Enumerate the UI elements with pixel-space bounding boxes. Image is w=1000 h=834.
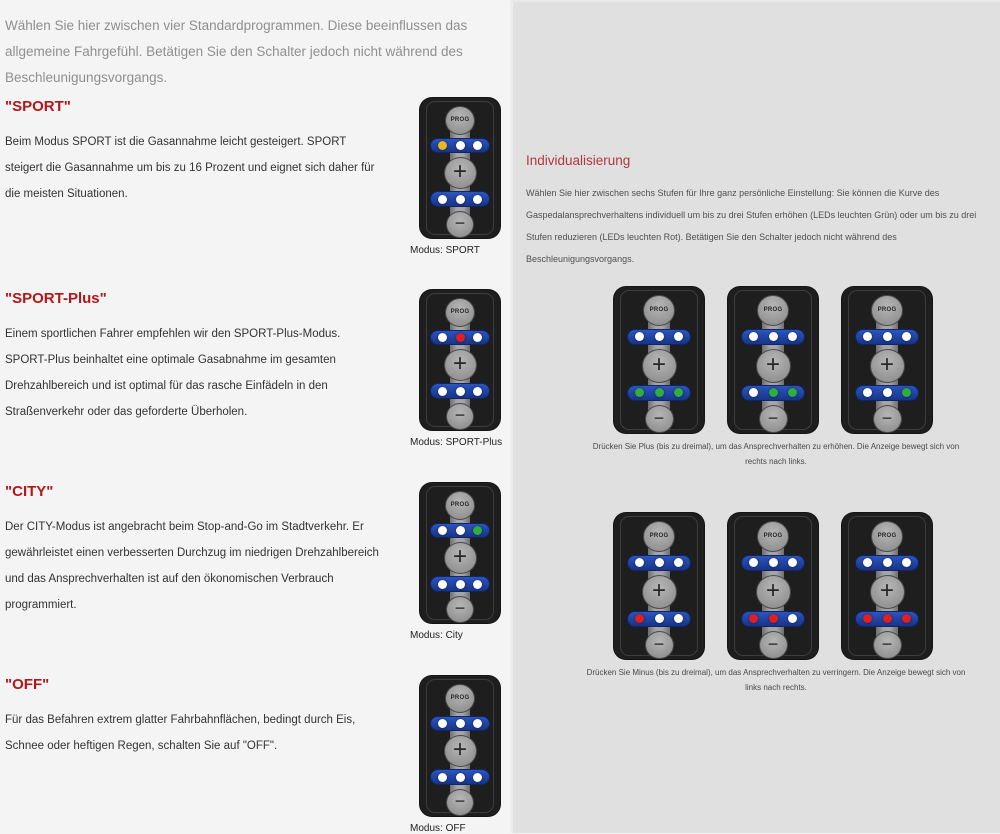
plus-button: + (444, 542, 477, 574)
top-led-bar (855, 329, 919, 345)
minus-button: − (446, 596, 474, 623)
off-mode-caption: Modus: OFF (410, 823, 466, 834)
off-description: Für das Befahren extrem glatter Fahrbahnflächen, bedingt durch Eis, Schnee oder heftigen Regen, schalten Sie auf "OFF". (5, 714, 356, 752)
sport-plus-figure (410, 290, 510, 483)
minus-button: − (759, 631, 788, 659)
plus-step-devices (614, 287, 932, 433)
bottom-led-bar (855, 385, 919, 401)
top-led-bar (430, 330, 490, 345)
plus-steps-caption: Drücken Sie Plus (bis zu dreimal), um das Ansprechverhalten zu erhöhen. Die Anzeige bewegt sich von rechts nach links. (592, 442, 960, 466)
pedalbox-device-sport-plus (420, 290, 500, 430)
led-white (769, 332, 778, 341)
led-white (635, 332, 644, 341)
pedalbox-device-city (420, 483, 500, 623)
city-heading: "CITY" (5, 483, 54, 500)
led-white (749, 388, 758, 397)
led-white (863, 388, 872, 397)
led-white (473, 580, 482, 589)
led-white (883, 332, 892, 341)
led-white (438, 773, 447, 782)
led-white (438, 387, 447, 396)
led-red (902, 614, 911, 623)
pedalbox-device-plus-2 (728, 287, 818, 433)
prog-button: PROG (871, 295, 903, 326)
minus-button: − (446, 403, 474, 430)
plus-button: + (444, 157, 477, 189)
led-white (769, 558, 778, 567)
section-off-text (0, 676, 410, 834)
led-white (438, 580, 447, 589)
led-white (655, 614, 664, 623)
led-red (863, 614, 872, 623)
led-white (438, 195, 447, 204)
prog-button: PROG (643, 521, 675, 552)
led-white (473, 773, 482, 782)
led-green (674, 388, 683, 397)
individualization-heading: Individualisierung (526, 153, 631, 168)
top-led-bar (430, 716, 490, 731)
minus-button: − (645, 405, 674, 433)
section-sport (0, 98, 510, 290)
bottom-led-bar (741, 611, 805, 627)
led-white (635, 558, 644, 567)
led-white (456, 526, 465, 535)
led-yellow (438, 141, 447, 150)
plus-steps-row (526, 287, 992, 469)
prog-button: PROG (445, 106, 475, 135)
minus-button: − (759, 405, 788, 433)
led-white (749, 332, 758, 341)
led-red (769, 614, 778, 623)
led-white (456, 387, 465, 396)
bottom-led-bar (627, 611, 691, 627)
led-green (769, 388, 778, 397)
prog-button: PROG (445, 684, 475, 713)
minus-button: − (446, 211, 474, 238)
individualization-description: Wählen Sie hier zwischen sechs Stufen für Ihre ganz persönliche Einstellung: Sie können die Kurve des Gaspedalansprechverhaltens individuell um bis zu drei Stufen erhöhen (LEDs leuchten Grün) oder um bis zu drei Stufen reduzieren (LEDs leuchten Rot). Betätigen Sie den Schalter jedoch nicht während des Beschleunigungsvorgangs. (526, 188, 977, 264)
led-white (902, 558, 911, 567)
pedalbox-device-off (420, 676, 500, 816)
minus-button: − (873, 631, 902, 659)
prog-button: PROG (757, 521, 789, 552)
led-white (788, 332, 797, 341)
plus-button: + (870, 349, 905, 383)
sport-plus-mode-caption: Modus: SPORT-Plus (410, 437, 503, 448)
top-led-bar (741, 555, 805, 571)
top-led-bar (741, 329, 805, 345)
minus-step-devices (614, 513, 932, 659)
section-sport-text (0, 98, 410, 290)
led-red (635, 614, 644, 623)
sport-figure (410, 98, 510, 290)
plus-button: + (444, 735, 477, 767)
minus-button: − (645, 631, 674, 659)
bottom-led-bar (430, 383, 490, 398)
led-white (883, 388, 892, 397)
sport-plus-heading: "SPORT-Plus" (5, 290, 107, 307)
led-white (456, 141, 465, 150)
off-heading: "OFF" (5, 676, 50, 693)
led-white (902, 332, 911, 341)
section-sport-plus-text (0, 290, 410, 483)
city-mode-caption: Modus: City (410, 630, 463, 641)
bottom-led-bar (627, 385, 691, 401)
pedalbox-device-plus-1 (842, 287, 932, 433)
top-led-bar (627, 555, 691, 571)
led-white (655, 332, 664, 341)
led-white (473, 141, 482, 150)
led-white (473, 719, 482, 728)
pedalbox-device-plus-3 (614, 287, 704, 433)
minus-button: − (873, 405, 902, 433)
led-white (473, 387, 482, 396)
led-green (902, 388, 911, 397)
led-white (674, 332, 683, 341)
led-white (438, 526, 447, 535)
led-red (883, 614, 892, 623)
individualization-panel (510, 0, 1000, 833)
pedalbox-device-sport (420, 98, 500, 238)
led-green (635, 388, 644, 397)
minus-steps-caption: Drücken Sie Minus (bis zu dreimal), um das Ansprechverhalten zu verringern. Die Anzeige bewegt sich von links nach rechts. (586, 668, 966, 692)
led-white (655, 558, 664, 567)
led-white (674, 614, 683, 623)
prog-button: PROG (643, 295, 675, 326)
off-figure (410, 676, 510, 834)
plus-button: + (642, 349, 677, 383)
sport-plus-description: Einem sportlichen Fahrer empfehlen wir den SPORT-Plus-Modus. SPORT-Plus beinhaltet eine optimale Gasabnahme im gesamten Drehzahlbereich und ist optimal für das rasche Einfädeln in den Straßenverkehr oder das geforderte Überholen. (5, 328, 341, 418)
section-city (0, 483, 510, 676)
top-led-bar (627, 329, 691, 345)
prog-button: PROG (445, 298, 475, 327)
led-white (456, 719, 465, 728)
bottom-led-bar (430, 769, 490, 784)
top-led-bar (430, 523, 490, 538)
plus-button: + (870, 575, 905, 609)
plus-button: + (756, 349, 791, 383)
led-white (863, 332, 872, 341)
bottom-led-bar (430, 576, 490, 591)
prog-button: PROG (871, 521, 903, 552)
section-off (0, 676, 510, 834)
plus-button: + (642, 575, 677, 609)
minus-button: − (446, 789, 474, 816)
led-white (456, 773, 465, 782)
pedalbox-device-minus-3 (842, 513, 932, 659)
led-white (438, 333, 447, 342)
led-white (863, 558, 872, 567)
led-white (788, 614, 797, 623)
prog-button: PROG (757, 295, 789, 326)
led-white (674, 558, 683, 567)
minus-steps-row (526, 513, 992, 695)
prog-button: PROG (445, 491, 475, 520)
led-green (788, 388, 797, 397)
led-red (456, 333, 465, 342)
led-white (438, 719, 447, 728)
led-white (883, 558, 892, 567)
led-white (473, 333, 482, 342)
pedalbox-device-minus-1 (614, 513, 704, 659)
led-white (473, 195, 482, 204)
led-white (456, 580, 465, 589)
bottom-led-bar (741, 385, 805, 401)
section-sport-plus (0, 290, 510, 483)
city-figure (410, 483, 510, 676)
bottom-led-bar (855, 611, 919, 627)
top-led-bar (855, 555, 919, 571)
sport-description: Beim Modus SPORT ist die Gasannahme leicht gesteigert. SPORT steigert die Gasannahme um bis zu 16 Prozent und eignet sich daher für die meisten Situationen. (5, 136, 375, 200)
led-white (456, 195, 465, 204)
section-city-text (0, 483, 410, 676)
led-white (749, 558, 758, 567)
plus-button: + (444, 349, 477, 381)
plus-button: + (756, 575, 791, 609)
led-green (473, 526, 482, 535)
led-red (749, 614, 758, 623)
top-led-bar (430, 138, 490, 153)
standard-programs-intro: Wählen Sie hier zwischen vier Standardprogrammen. Diese beeinflussen das allgemeine Fahrgefühl. Betätigen Sie den Schalter jedoch nicht während des Beschleunigungsvorgangs. (5, 18, 468, 85)
sport-mode-caption: Modus: SPORT (410, 245, 480, 256)
pedalbox-device-minus-2 (728, 513, 818, 659)
city-description: Der CITY-Modus ist angebracht beim Stop-and-Go im Stadtverkehr. Er gewährleistet einen verbesserten Durchzug im niedrigen Drehzahlbereich und das Ansprechverhalten ist auf den ökonomischen Verbrauch programmiert. (5, 521, 379, 611)
sport-heading: "SPORT" (5, 98, 71, 115)
bottom-led-bar (430, 191, 490, 206)
led-green (655, 388, 664, 397)
led-white (788, 558, 797, 567)
